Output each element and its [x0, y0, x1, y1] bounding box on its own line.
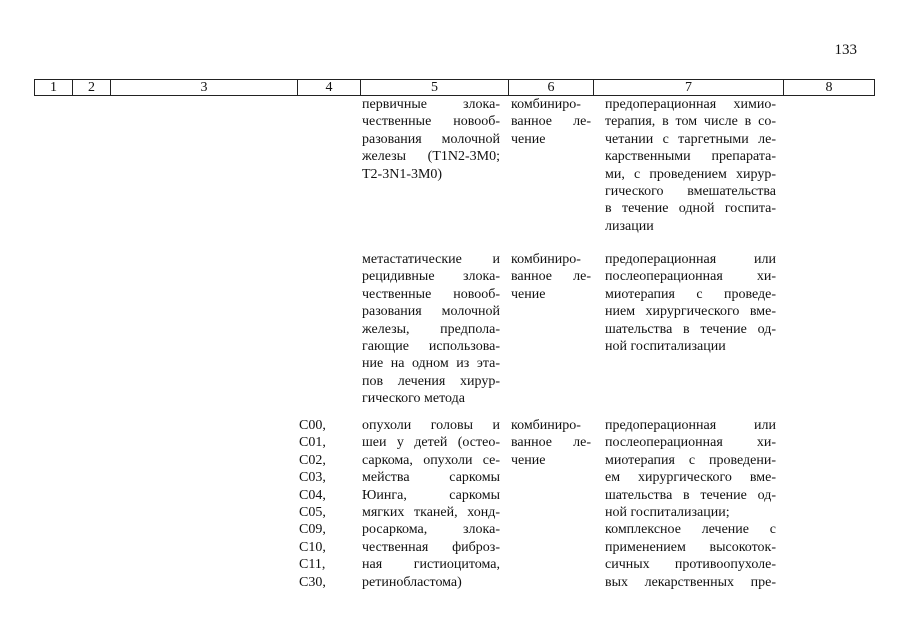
text-line: гического метода [362, 391, 465, 407]
text-line: рецидивные злока- [362, 269, 500, 285]
icd-code: C01, [299, 435, 326, 451]
text-line: первичные злока- [362, 97, 500, 112]
icd-code: C30, [299, 574, 326, 590]
text-line: шеи у детей (остео- [362, 435, 500, 451]
text-line: лизации [605, 218, 654, 234]
text-line: чение [511, 286, 546, 302]
text-line: железы (T1N2-3M0; [362, 149, 500, 165]
column-number-3: 3 [111, 80, 298, 96]
text-line: сичных противоопухоле- [605, 557, 776, 573]
row3-diagnosis-cell [362, 417, 500, 591]
row2-treatment-method-cell [605, 251, 776, 355]
text-line: чественная фиброз- [362, 539, 500, 555]
column-number-4: 4 [298, 80, 361, 96]
icd-code: C00, [299, 418, 326, 433]
text-line: комбиниро- [511, 97, 581, 112]
text-line: ванное ле- [511, 114, 591, 130]
icd-code: C05, [299, 505, 326, 521]
row1-treatment-type-cell [511, 96, 591, 148]
column-number-5: 5 [361, 80, 509, 96]
text-line: миотерапия с проведе- [605, 286, 776, 302]
text-line: разования молочной [362, 131, 500, 147]
text-line: ем хирургического вме- [605, 470, 776, 486]
text-line: росаркома, злока- [362, 522, 500, 538]
row2-diagnosis-cell [362, 251, 500, 408]
icd-code: C02, [299, 452, 326, 468]
column-number-8: 8 [784, 80, 875, 96]
text-line: Юинга, саркомы [362, 487, 500, 503]
text-line: железы, предпола- [362, 321, 500, 337]
text-line: ная гистиоцитома, [362, 557, 500, 573]
text-line: применением высокоток- [605, 539, 776, 555]
icd-code: C10, [299, 539, 326, 555]
text-line: предоперационная или [605, 252, 776, 267]
text-line: метастатические и [362, 252, 500, 267]
text-line: комбиниро- [511, 252, 581, 267]
text-line: шательства в течение од- [605, 487, 776, 503]
text-line: чение [511, 452, 546, 468]
text-line: предоперационная химио- [605, 97, 776, 112]
column-number-7: 7 [594, 80, 784, 96]
text-line: опухоли головы и [362, 418, 500, 433]
row1-treatment-method-cell [605, 96, 776, 235]
text-line: комплексное лечение с [605, 522, 776, 538]
text-line: чественные новооб- [362, 114, 500, 130]
text-line: ванное ле- [511, 269, 591, 285]
text-line: вых лекарственных пре- [605, 574, 776, 590]
text-line: нием хирургического вме- [605, 304, 776, 320]
text-line: чение [511, 131, 546, 147]
column-number-2: 2 [73, 80, 111, 96]
text-line: гающие использова- [362, 339, 500, 355]
text-line: предоперационная или [605, 418, 776, 433]
text-line: комбиниро- [511, 418, 581, 433]
text-line: миотерапия с проведени- [605, 452, 776, 468]
text-line: саркома, опухоли се- [362, 452, 500, 468]
text-line: четании с таргетными ле- [605, 131, 776, 147]
text-line: в течение одной госпита- [605, 201, 776, 217]
row1-diagnosis-cell [362, 96, 500, 183]
text-line: послеоперационная хи- [605, 435, 776, 451]
text-line: терапия, в том числе в со- [605, 114, 776, 130]
text-line: ной госпитализации [605, 339, 726, 355]
column-number-1: 1 [35, 80, 73, 96]
text-line: T2-3N1-3M0) [362, 166, 443, 182]
text-line: шательства в течение од- [605, 321, 776, 337]
row2-treatment-type-cell [511, 251, 591, 303]
row3-icd-codes [299, 417, 326, 591]
text-line: чественные новооб- [362, 286, 500, 302]
icd-code: C11, [299, 557, 326, 573]
row3-treatment-method-cell [605, 417, 776, 591]
text-line: ми, с проведением хирур- [605, 166, 776, 182]
text-line: послеоперационная хи- [605, 269, 776, 285]
text-line: ретинобластома) [362, 574, 462, 590]
text-line: мейства саркомы [362, 470, 500, 486]
icd-code: C09, [299, 522, 326, 538]
text-line: разования молочной [362, 304, 500, 320]
icd-code: C03, [299, 470, 326, 486]
text-line: карственными препарата- [605, 149, 776, 165]
text-line: ванное ле- [511, 435, 591, 451]
icd-code: C04, [299, 487, 326, 503]
text-line: мягких тканей, хонд- [362, 505, 500, 521]
text-line: гического вмешательства [605, 184, 776, 200]
column-number-6: 6 [509, 80, 594, 96]
row3-treatment-type-cell [511, 417, 591, 469]
page-number: 133 [834, 42, 857, 58]
text-line: ной госпитализации; [605, 505, 730, 521]
text-line: ние на одном из эта- [362, 356, 500, 372]
text-line: пов лечения хирур- [362, 373, 500, 389]
